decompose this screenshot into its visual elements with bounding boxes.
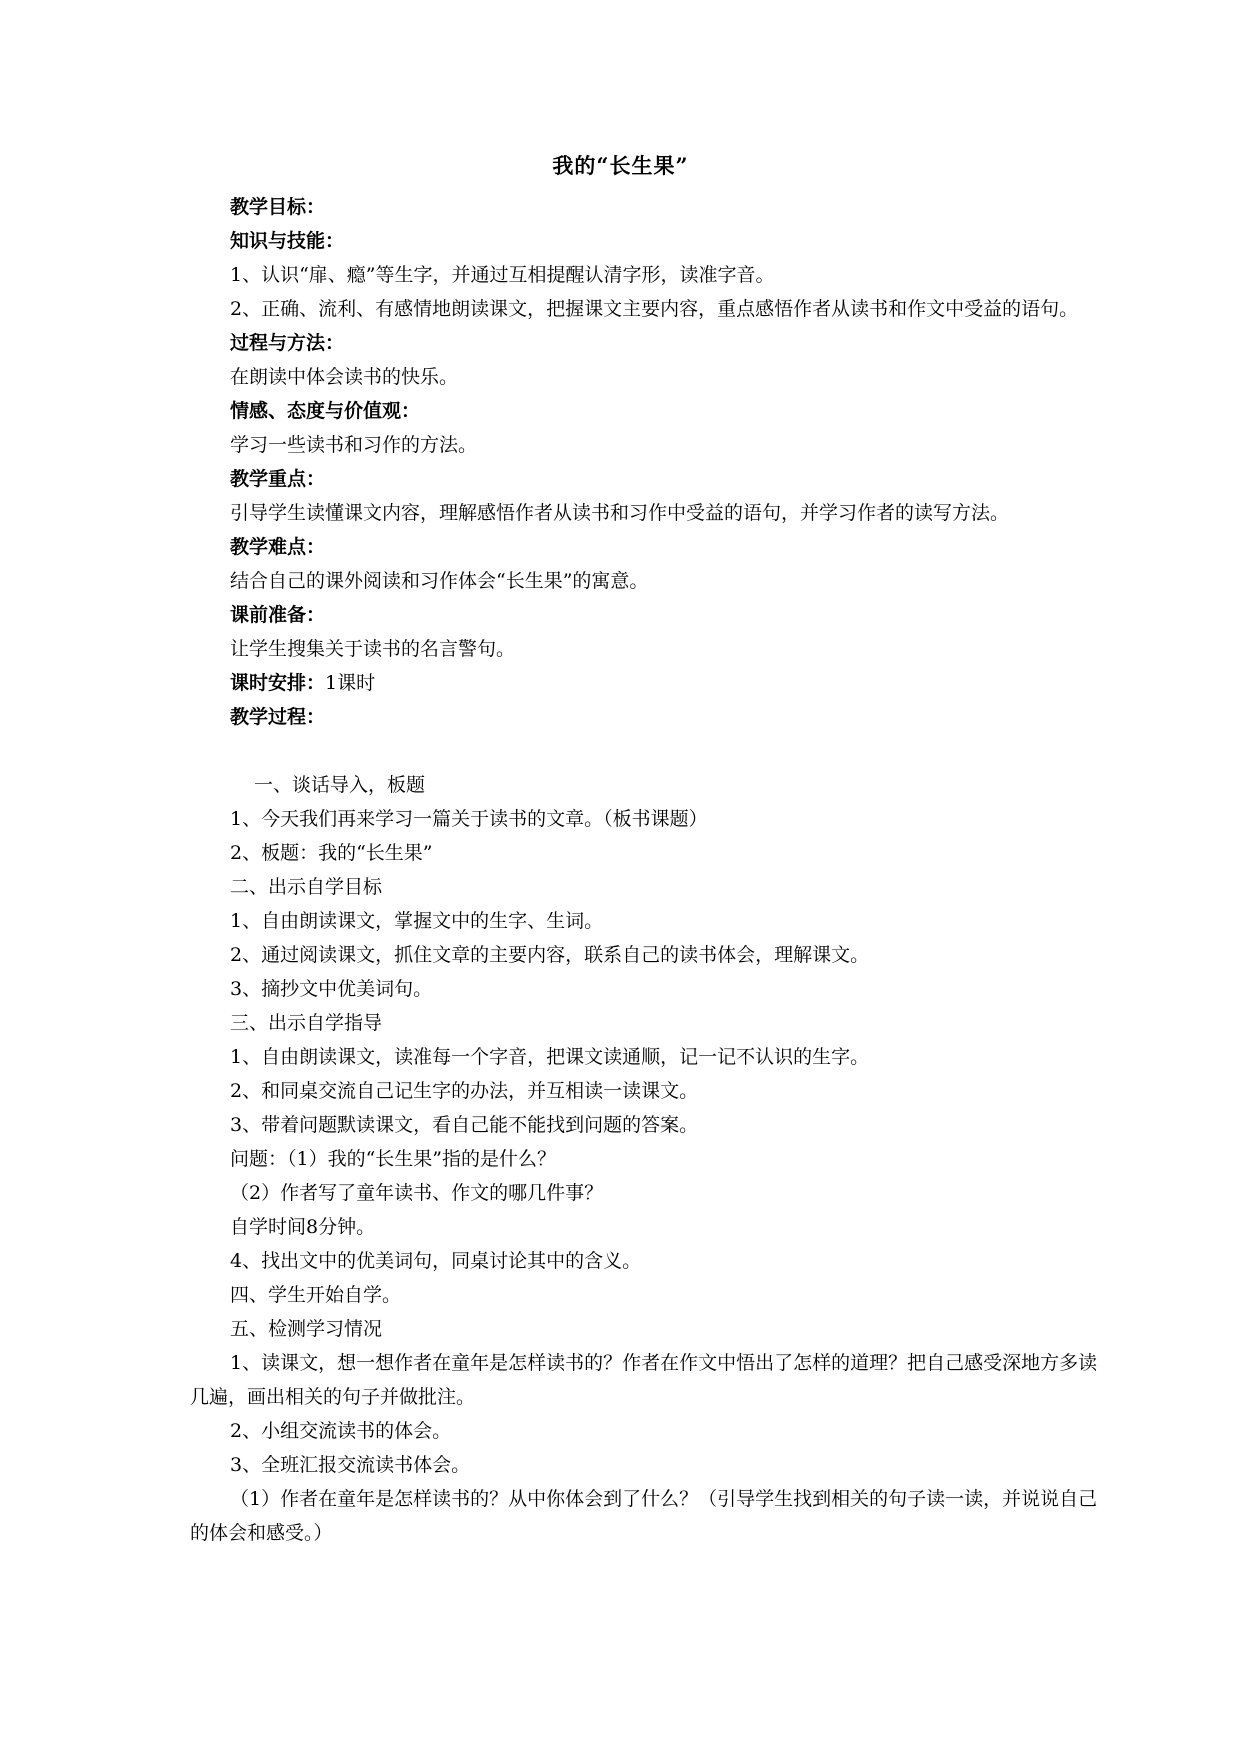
schedule-line [190, 666, 1110, 700]
heading-key-points: 教学重点： [230, 468, 326, 490]
schedule-value: 1课时 [325, 672, 376, 694]
heading-process: 教学过程： [230, 706, 326, 728]
paragraph: 2、通过阅读课文，抓住文章的主要内容，联系自己的读书体会，理解课文。 [230, 944, 870, 966]
document-body [190, 190, 1110, 1550]
paragraph: 结合自己的课外阅读和习作体会“长生果”的寓意。 [230, 570, 649, 592]
heading-process-method: 过程与方法： [230, 332, 345, 354]
paragraph: （2）作者写了童年读书、作文的哪几件事？ [230, 1182, 604, 1204]
section-heading: 四、学生开始自学。 [230, 1284, 402, 1306]
paragraph: 2、正确、流利、有感情地朗读课文，把握课文主要内容，重点感悟作者从读书和作文中受益的语句。 [230, 298, 1079, 320]
paragraph: 2、小组交流读书的体会。 [230, 1420, 452, 1442]
paragraph: 3、全班汇报交流读书体会。 [230, 1454, 471, 1476]
paragraph: 1、自由朗读课文，读准每一个字音，把课文读通顺，记一记不认识的生字。 [230, 1046, 870, 1068]
heading-knowledge-skills: 知识与技能： [230, 230, 345, 252]
paragraph: 2、板题：我的“长生果” [230, 842, 433, 864]
section-heading: 五、检测学习情况 [230, 1318, 383, 1340]
paragraph: 1、今天我们再来学习一篇关于读书的文章。（板书课题） [230, 808, 708, 830]
heading-preparation: 课前准备： [230, 604, 326, 626]
heading-schedule: 课时安排： [230, 672, 326, 694]
paragraph: 1、读课文，想一想作者在童年是怎样读书的？作者在作文中悟出了怎样的道理？把自己感受深地方多读几遍，画出相关的句子并做批注。 [190, 1352, 1098, 1408]
heading-emotion-values: 情感、态度与价值观： [230, 400, 421, 422]
section-heading: 二、出示自学目标 [230, 876, 383, 898]
heading-difficulties: 教学难点： [230, 536, 326, 558]
paragraph: 2、和同桌交流自己记生字的办法，并互相读一读课文。 [230, 1080, 699, 1102]
paragraph: 1、自由朗读课文，掌握文中的生字、生词。 [230, 910, 604, 932]
paragraph: 3、带着问题默读课文，看自己能不能找到问题的答案。 [230, 1114, 699, 1136]
paragraph: （1）作者在童年是怎样读书的？从中你体会到了什么？（引导学生找到相关的句子读一读，并说说自己的体会和感受。） [190, 1488, 1098, 1544]
section-heading: 三、出示自学指导 [230, 1012, 383, 1034]
paragraph: 4、找出文中的优美词句，同桌讨论其中的含义。 [230, 1250, 642, 1272]
paragraph: 引导学生读懂课文内容，理解感悟作者从读书和习作中受益的语句，并学习作者的读写方法。 [230, 502, 1010, 524]
paragraph: 学习一些读书和习作的方法。 [230, 434, 478, 456]
paragraph: 3、摘抄文中优美词句。 [230, 978, 433, 1000]
spacer [190, 734, 1110, 768]
section-heading: 一、谈话导入，板题 [254, 774, 426, 796]
paragraph: 自学时间8分钟。 [230, 1216, 376, 1238]
paragraph: 1、认识“扉、瘾”等生字，并通过互相提醒认清字形，读准字音。 [230, 264, 775, 286]
paragraph: 问题：（1）我的“长生果”指的是什么？ [230, 1148, 557, 1170]
heading-teaching-goals: 教学目标： [230, 196, 326, 218]
paragraph: 在朗读中体会读书的快乐。 [230, 366, 459, 388]
paragraph: 让学生搜集关于读书的名言警句。 [230, 638, 516, 660]
document-title: 我的“长生果” [552, 153, 689, 178]
